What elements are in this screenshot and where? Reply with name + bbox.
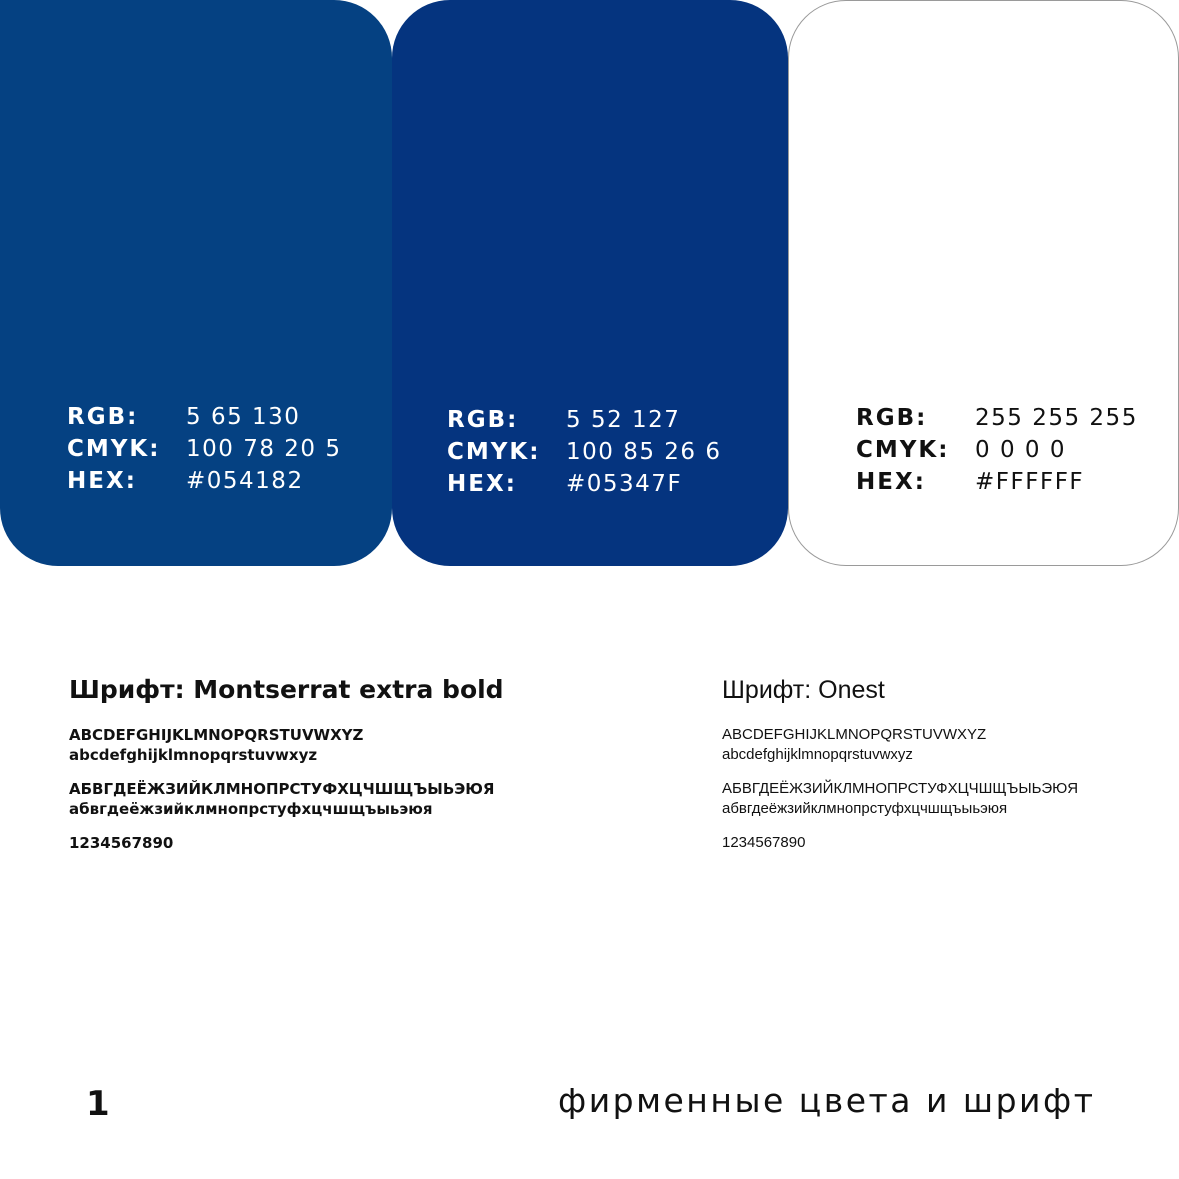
hex-value: #05347F <box>566 471 683 497</box>
color-specs <box>856 402 1138 498</box>
cyrillic-uppercase: АБВГДЕЁЖЗИЙКЛМНОПРСТУФХЦЧШЩЪЫЬЭЮЯ <box>69 780 495 798</box>
font-sample-montserrat <box>69 673 504 853</box>
cmyk-value: 100 78 20 5 <box>186 436 342 462</box>
rgb-value: 5 52 127 <box>566 407 681 433</box>
latin-lowercase: abcdefghijklmnopqrstuvwxyz <box>722 746 913 763</box>
font-title: Шрифт: Montserrat extra bold <box>69 675 504 704</box>
rgb-value: 255 255 255 <box>975 405 1138 431</box>
cmyk-label: CMYK: <box>447 439 541 465</box>
rgb-label: RGB: <box>447 407 519 433</box>
rgb-label: RGB: <box>67 404 139 430</box>
latin-lowercase: abcdefghijklmnopqrstuvwxyz <box>69 746 318 764</box>
footer-title: фирменные цвета и шрифт <box>558 1081 1096 1120</box>
cyrillic-lowercase: абвгдеёжзийклмнопрстуфхцчшщъыьэюя <box>722 800 1008 817</box>
page-number: 1 <box>86 1084 110 1124</box>
digits: 1234567890 <box>69 834 174 852</box>
hex-label: HEX: <box>447 471 517 497</box>
latin-uppercase: ABCDEFGHIJKLMNOPQRSTUVWXYZ <box>722 726 987 743</box>
cmyk-label: CMYK: <box>856 437 950 463</box>
hex-value: #FFFFFF <box>975 469 1085 495</box>
color-specs <box>67 401 342 497</box>
hex-label: HEX: <box>856 469 926 495</box>
cyrillic-uppercase: АБВГДЕЁЖЗИЙКЛМНОПРСТУФХЦЧШЩЪЫЬЭЮЯ <box>722 780 1079 797</box>
color-swatch-2 <box>392 0 788 566</box>
latin-uppercase: ABCDEFGHIJKLMNOPQRSTUVWXYZ <box>69 726 364 744</box>
color-specs <box>447 404 722 500</box>
cmyk-value: 100 85 26 6 <box>566 439 722 465</box>
font-sample-onest <box>722 673 1078 853</box>
color-swatch-1 <box>0 0 392 566</box>
color-swatch-3 <box>788 0 1179 566</box>
hex-value: #054182 <box>186 468 304 494</box>
digits: 1234567890 <box>722 834 806 851</box>
rgb-label: RGB: <box>856 405 928 431</box>
cyrillic-lowercase: абвгдеёжзийклмнопрстуфхцчшщъыьэюя <box>69 800 433 818</box>
cmyk-value: 0 0 0 0 <box>975 437 1066 463</box>
rgb-value: 5 65 130 <box>186 404 301 430</box>
hex-label: HEX: <box>67 468 137 494</box>
cmyk-label: CMYK: <box>67 436 161 462</box>
font-title: Шрифт: Onest <box>722 676 885 704</box>
